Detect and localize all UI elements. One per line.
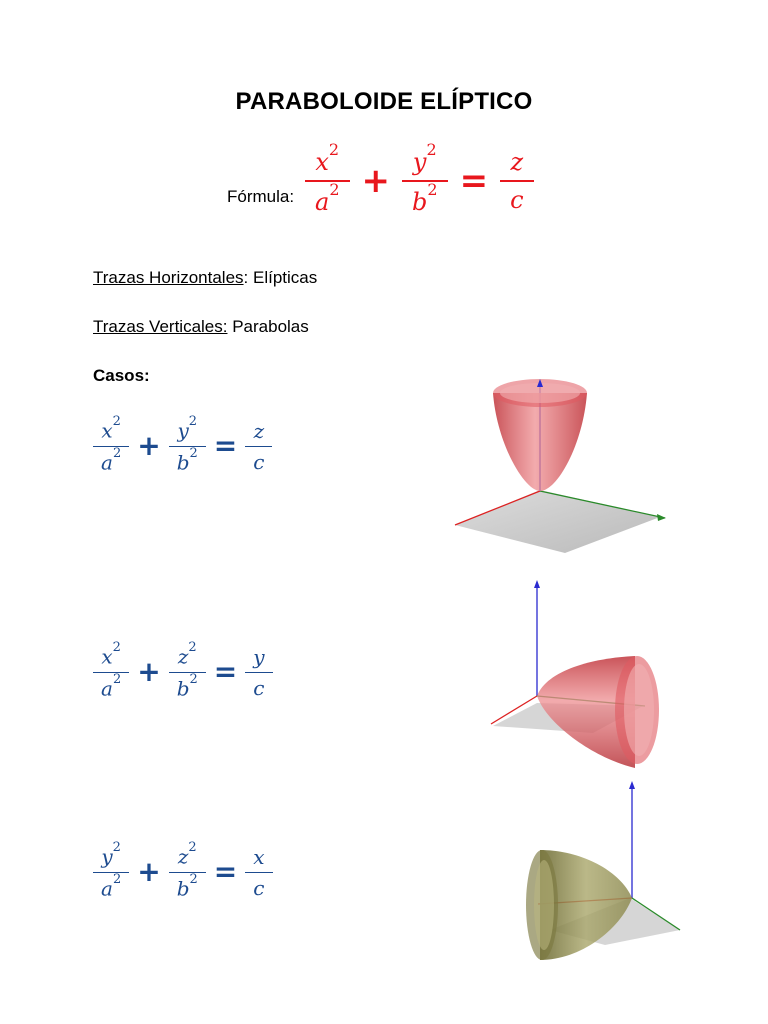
fraction-rhs: $\frac{z}{c}$ xyxy=(500,150,533,212)
cases-heading: Casos: xyxy=(93,366,150,385)
paraboloid-x-plot xyxy=(520,780,690,965)
page-title: PARABOLOIDE ELÍPTICO xyxy=(235,88,533,115)
paraboloid-z-plot xyxy=(445,365,675,555)
main-formula xyxy=(305,140,534,216)
case-formula-3: $\frac{y^2}{a^2}$ + $\frac{z^2}{b^2}$ = $\frac{x}{c}$ xyxy=(93,846,273,899)
case-formula-2: $\frac{x^2}{a^2}$ + $\frac{z^2}{b^2}$ = $\frac{y}{c}$ xyxy=(93,646,273,699)
horizontal-traces: Trazas Horizontales: Elípticas xyxy=(93,268,318,287)
paraboloid-y-plot xyxy=(485,578,670,768)
formula-label: Fórmula: xyxy=(227,187,295,206)
plus-sign: + xyxy=(361,161,390,201)
case-formula-1: $\frac{x^2}{a^2}$ + $\frac{y^2}{b^2}$ = $\frac{z}{c}$ xyxy=(93,420,272,473)
equals-sign: = xyxy=(459,161,489,201)
paraboloid-surface xyxy=(493,393,587,491)
fraction-term1: $\frac{x^2}{a^2}$ xyxy=(305,148,350,214)
xy-plane xyxy=(455,490,660,553)
fraction-term2: $\frac{y^2}{b^2}$ xyxy=(402,148,448,214)
vertical-traces: Trazas Verticales: Parabolas xyxy=(93,317,309,336)
